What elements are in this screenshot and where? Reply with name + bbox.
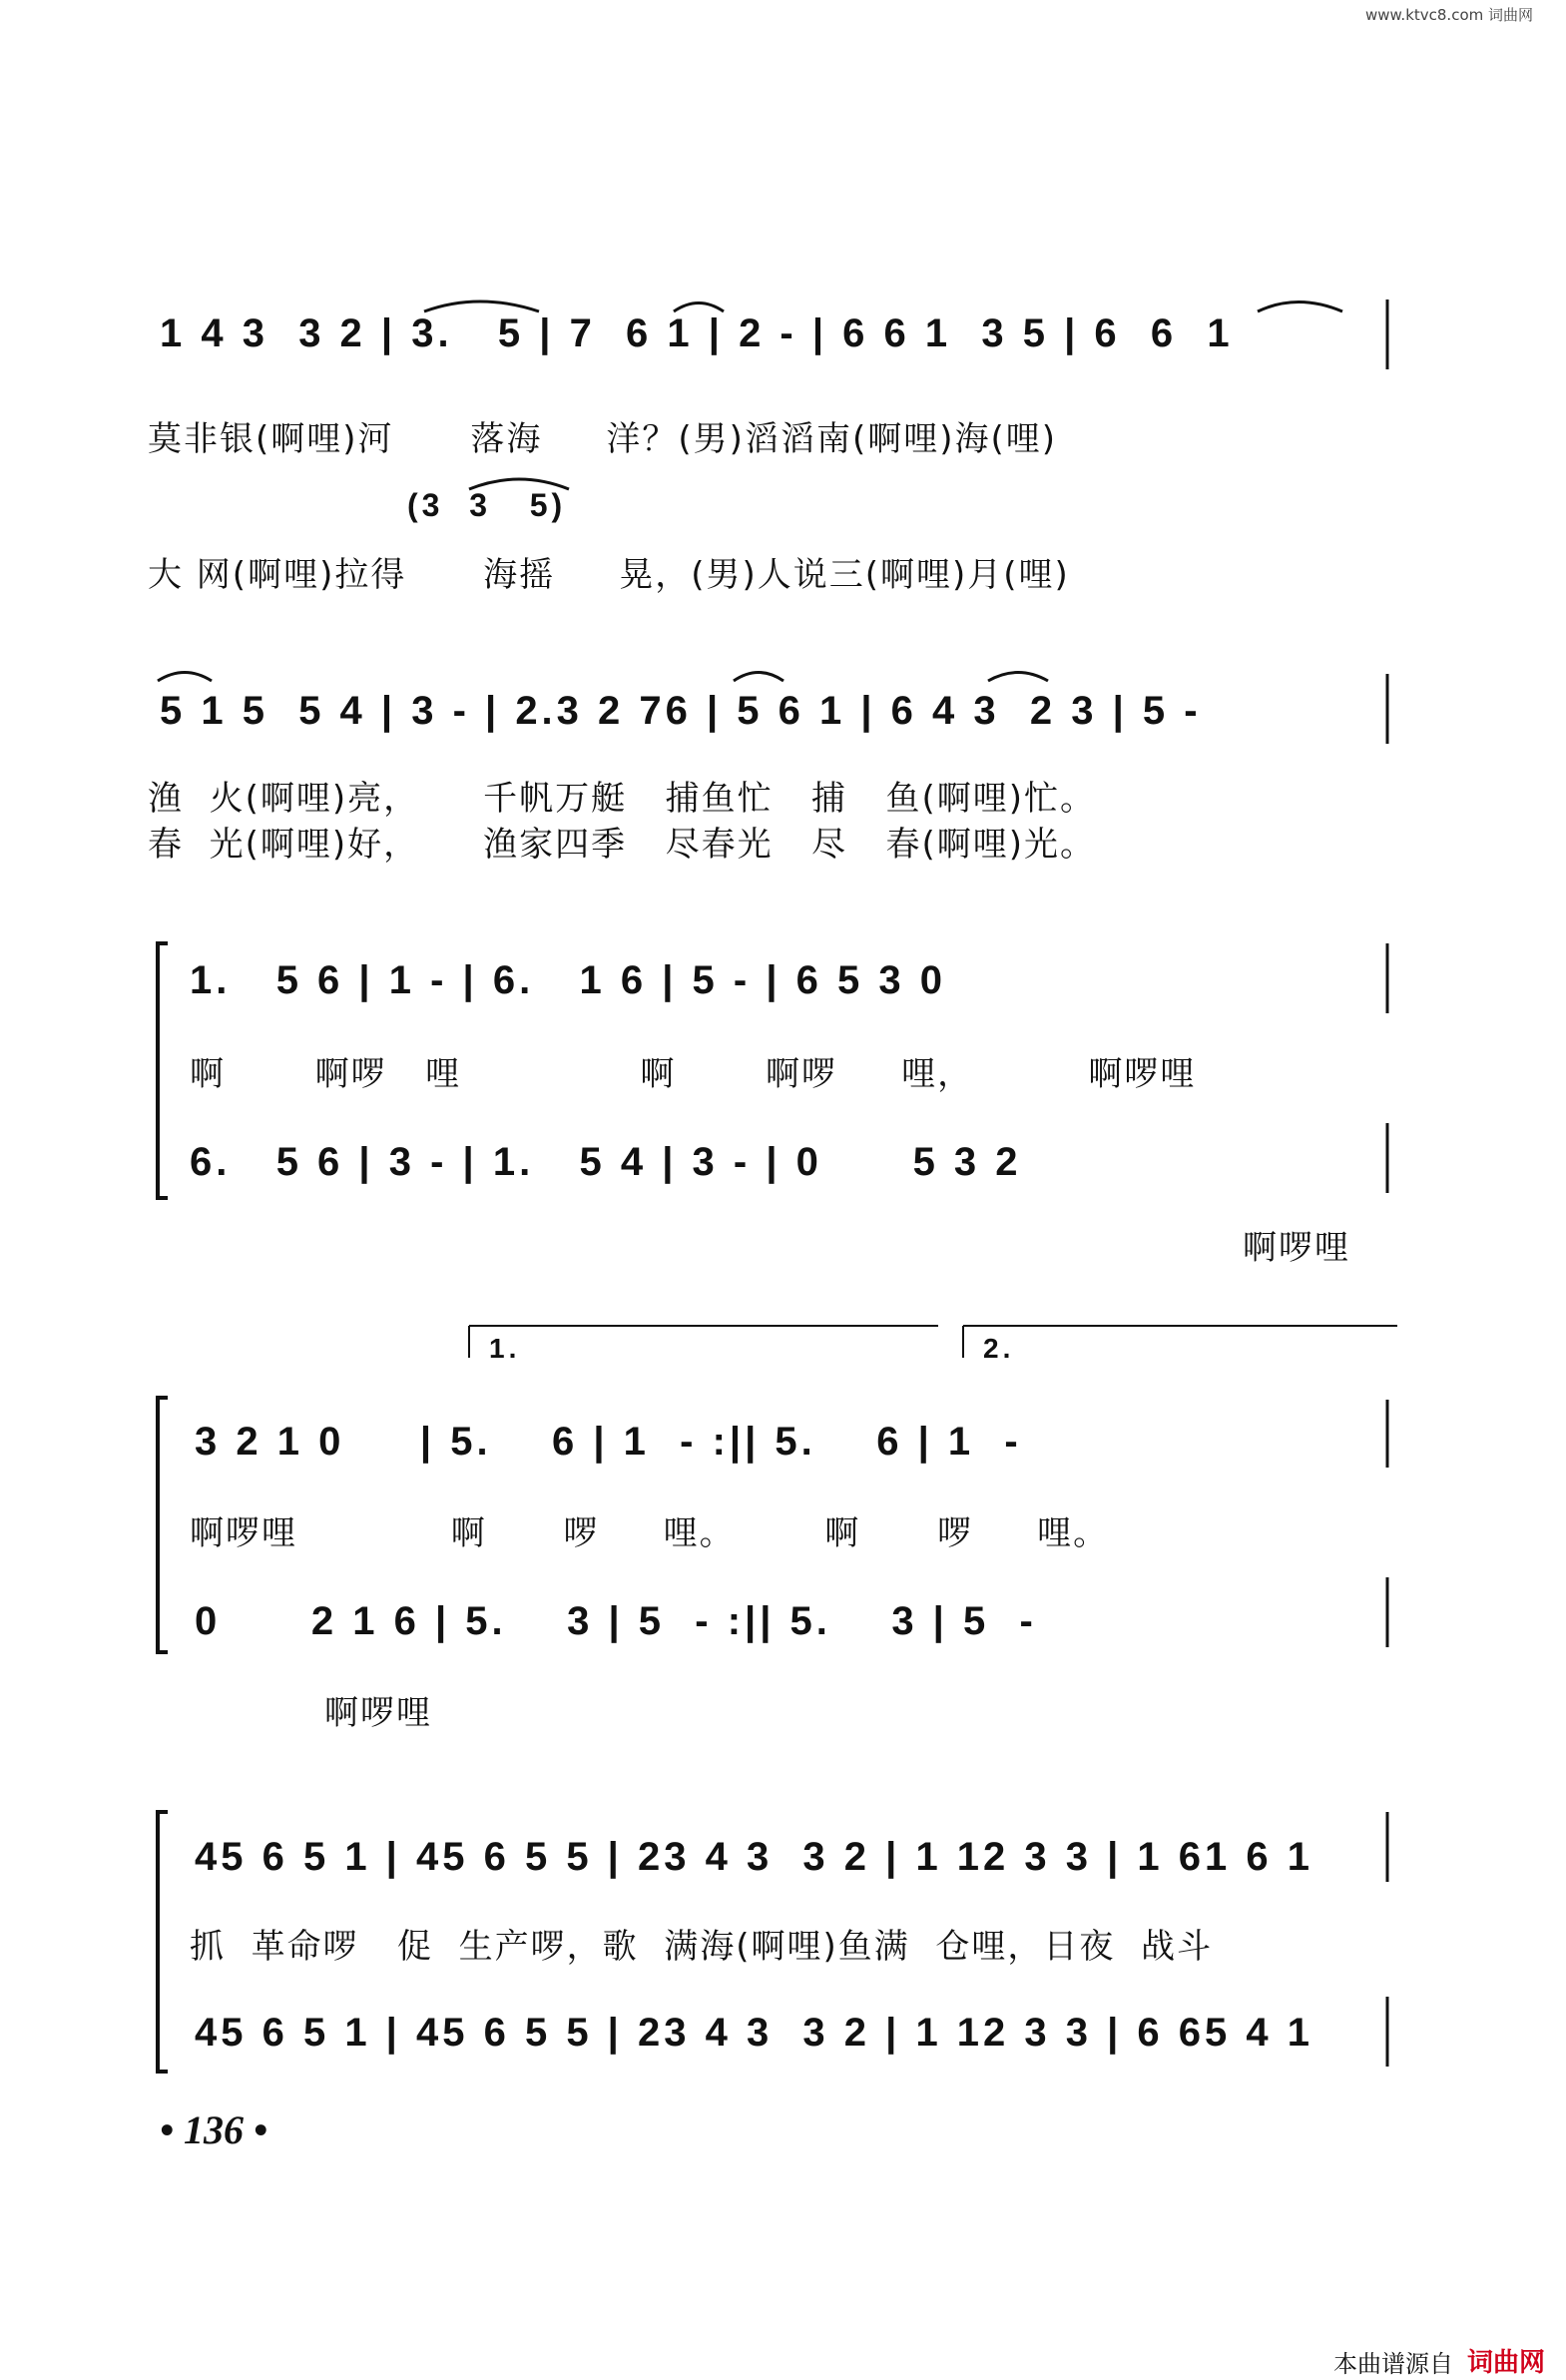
slur xyxy=(674,303,724,312)
brace xyxy=(158,1398,168,1652)
system3-lower-notes: 6. 5 6 | 3 - | 1. 5 4 | 3 - | 0 5 3 2 xyxy=(190,1140,1022,1184)
system4-upper-lyrics: 啊啰哩 啊 啰 哩。 啊 啰 哩。 xyxy=(190,1513,1110,1553)
page-number: • 136 • xyxy=(160,2107,268,2152)
system3-lower-lyrics: 啊啰哩 xyxy=(1243,1228,1350,1268)
system1-alt-notes: (3 3 5) xyxy=(407,487,567,523)
system1-notes: 1 4 3 3 2 | 3. 5 | 7 6 1 | 2 - | 6 6 1 3 5 | 6 6 1 xyxy=(160,311,1234,355)
watermark-brand: 词曲网 xyxy=(1467,2348,1546,2378)
volta-1-label: 1. xyxy=(489,1333,521,1364)
system2-lyrics-verse1: 渔 火(啊哩)亮， 千帆万艇 捕鱼忙 捕 鱼(啊哩)忙。 xyxy=(148,779,1096,819)
brace xyxy=(158,943,168,1198)
system5-lower-notes: 45 6 5 1 | 45 6 5 5 | 23 4 3 3 2 | 1 12 3 3 | 6 65 4 1 xyxy=(195,2011,1313,2055)
system5-upper-notes: 45 6 5 1 | 45 6 5 5 | 23 4 3 3 2 | 1 12 3 3 | 1 61 6 1 xyxy=(195,1835,1313,1879)
slur xyxy=(424,301,539,311)
volta-2-label: 2. xyxy=(983,1333,1015,1364)
system3-upper-lyrics: 啊 啊啰 哩 啊 啊啰 哩， 啊啰哩 xyxy=(190,1054,1197,1094)
system4-lower-notes: 0 2 1 6 | 5. 3 | 5 - :|| 5. 3 | 5 - xyxy=(195,1599,1037,1643)
system4-lower-lyrics: 啊啰哩 xyxy=(324,1693,432,1733)
slur xyxy=(734,673,783,682)
system4-upper-notes: 3 2 1 0 | 5. 6 | 1 - :|| 5. 6 | 1 - xyxy=(195,1420,1022,1464)
system3-upper-notes: 1. 5 6 | 1 - | 6. 1 6 | 5 - | 6 5 3 0 xyxy=(190,958,946,1002)
watermark-source: 本曲谱源自 xyxy=(1333,2350,1453,2378)
site-header: www.ktvc8.com 词曲网 xyxy=(1365,6,1534,24)
system1-lyrics-verse2: 大 网(啊哩)拉得 海摇 晃，(男)人说三(啊哩)月(哩) xyxy=(148,555,1070,595)
system2-lyrics-verse2: 春 光(啊哩)好， 渔家四季 尽春光 尽 春(啊哩)光。 xyxy=(148,825,1096,865)
slur xyxy=(1258,302,1342,312)
slur xyxy=(469,479,569,489)
system5-lyrics: 抓 革命啰 促 生产啰，歌 满海(啊哩)鱼满 仓哩，日夜 战斗 xyxy=(190,1927,1214,1967)
system1-lyrics-verse1: 莫非银(啊哩)河 落海 洋？(男)滔滔南(啊哩)海(哩) xyxy=(148,419,1057,459)
slur xyxy=(988,673,1048,682)
system2-notes: 5 1 5 5 4 | 3 - | 2.3 2 76 | 5 6 1 | 6 4 3 2 3 | 5 - xyxy=(160,689,1202,733)
slur xyxy=(158,673,212,682)
brace xyxy=(158,1812,168,2072)
